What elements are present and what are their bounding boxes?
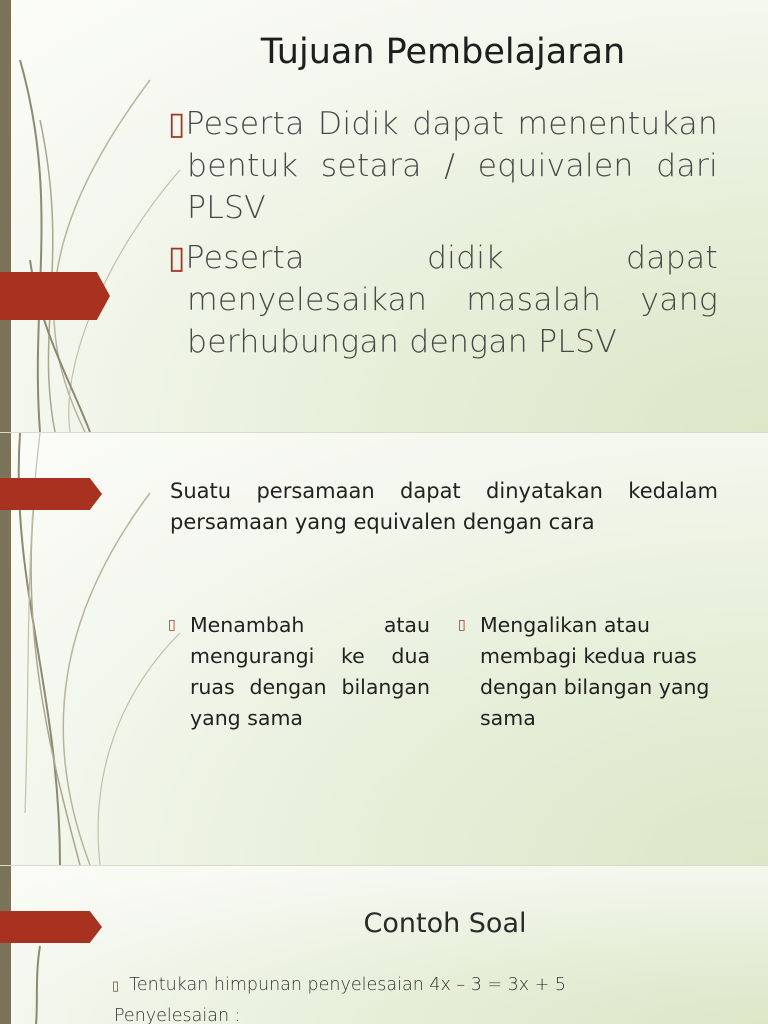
list-item	[168, 103, 718, 229]
bullet-list	[168, 103, 718, 363]
bullet-text: Menambah atau mengurangi ke dua ruas dengan bilangan yang sama	[190, 613, 430, 730]
slide-learning-objectives	[0, 0, 768, 432]
slide-equivalent-equations	[0, 433, 768, 865]
bullet-icon: ▯	[168, 106, 186, 142]
bullet-icon: ▯	[112, 979, 120, 994]
accent-arrow	[0, 911, 102, 943]
slide-example	[0, 866, 768, 1024]
problem-text: Tentukan himpunan penyelesaian 4x – 3 = 3x + 5	[129, 975, 567, 995]
example-problem	[112, 975, 566, 995]
bullet-icon: ▯	[168, 617, 176, 633]
bullet-icon: ▯	[458, 617, 466, 633]
list-item	[168, 237, 718, 363]
slide-title: Contoh Soal	[363, 908, 527, 939]
intro-paragraph: Suatu persamaan dapat dinyatakan kedalam persamaan yang equivalen dengan cara	[170, 479, 718, 534]
accent-arrow	[0, 272, 110, 320]
bullet-text: Peserta didik dapat menyelesaikan masalah yang berhubungan dengan PLSV	[185, 240, 718, 360]
right-bullet-column	[458, 610, 720, 734]
swirl-decoration	[0, 866, 200, 1024]
answer-label: Penyelesaian :	[114, 1006, 241, 1024]
bullet-icon: ▯	[168, 240, 186, 276]
slide-title: Tujuan Pembelajaran	[260, 32, 626, 72]
accent-arrow	[0, 478, 102, 510]
left-bullet-column	[168, 610, 430, 734]
bullet-text: Peserta Didik dapat menentukan bentuk setara / equivalen dari PLSV	[185, 106, 718, 226]
bullet-text: Mengalikan atau membagi kedua ruas dengan bilangan yang sama	[480, 613, 710, 730]
